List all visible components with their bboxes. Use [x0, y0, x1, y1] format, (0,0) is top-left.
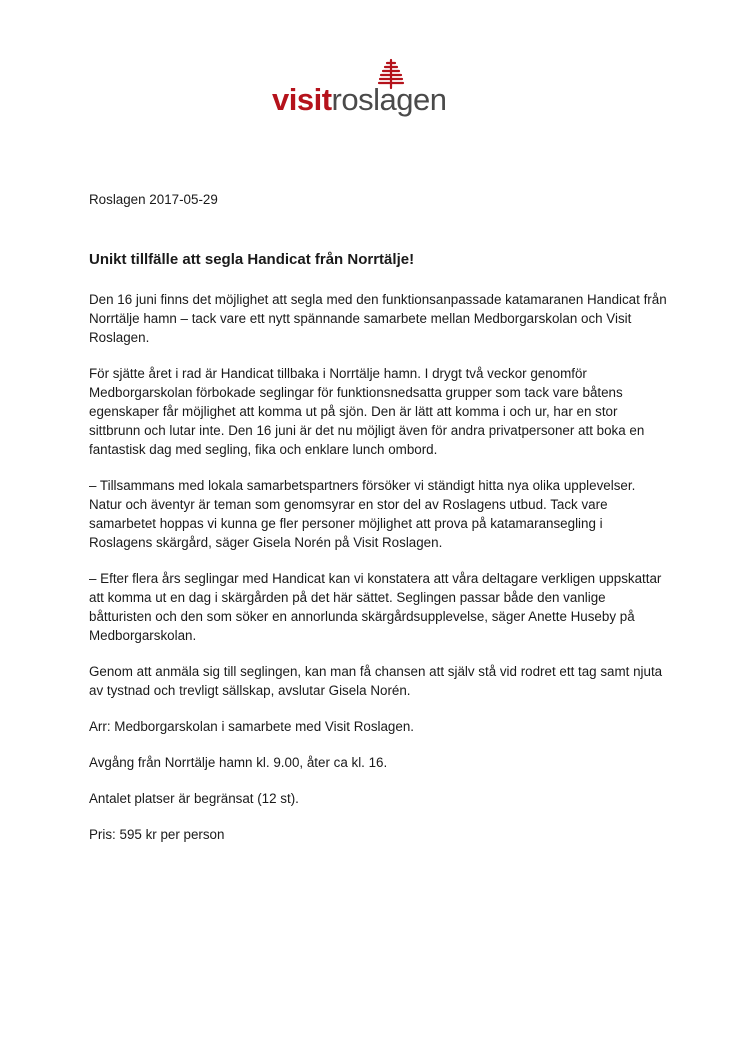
paragraph-price: Pris: 595 kr per person [89, 827, 225, 842]
visit-roslagen-logo [272, 58, 482, 128]
paragraph-quote-medborgarskolan: – Efter flera års seglingar med Handicat kan vi konstatera att våra deltagare verkligen uppskattar att komma ut en dag i skärgården på det här sättet. Seglingen passar både den vanlige båtturisten och den som söker en annorlunda skärgårdsupplevelse, säger Anette Huseby på Medborgarskolan. [89, 571, 662, 643]
logo-visit-text: visit [272, 82, 332, 117]
paragraph-departure: Avgång från Norrtälje hamn kl. 9.00, åter ca kl. 16. [89, 755, 388, 770]
paragraph-organizer: Arr: Medborgarskolan i samarbete med Visit Roslagen. [89, 719, 414, 734]
paragraph-intro: Den 16 juni finns det möjlighet att segla med den funktionsanpassade katamaranen Handicat från Norrtälje hamn – tack vare ett nytt spännande samarbete mellan Medborgarskolan och Visit Roslagen. [89, 292, 667, 345]
paragraph-seats: Antalet platser är begränsat (12 st). [89, 791, 299, 806]
dateline: Roslagen 2017-05-29 [89, 192, 218, 207]
paragraph-quote-visit-roslagen: – Tillsammans med lokala samarbetspartners försöker vi ständigt hitta nya olika upplevelser. Natur och äventyr är teman som genomsyrar en stor del av Roslagens utbud. Tack vare samarbetet hoppas vi kunna ge fler personer möjlighet att prova på katamaransegling i Roslagens skärgård, säger Gisela Norén på Visit Roslagen. [89, 478, 636, 550]
paragraph-background: För sjätte året i rad är Handicat tillbaka i Norrtälje hamn. I drygt två veckor genomför Medborgarskolan förbokade seglingar för funktionsnedsatta grupper som tack vare båtens egenskaper får möjlighet att komma ut på sjön. Den är lätt att komma i och ur, har en stor sittbrunn och lutar inte. Den 16 juni är det nu möjligt även för andra privatpersoner att boka en fantastisk dag med segling, fika och enklare lunch ombord. [89, 366, 645, 457]
logo-roslagen-text: roslagen [331, 82, 447, 117]
press-release-body [89, 190, 669, 844]
headline: Unikt tillfälle att segla Handicat från Norrtälje! [89, 251, 415, 268]
logo-wordmark [272, 80, 446, 120]
paragraph-closing: Genom att anmäla sig till seglingen, kan man få chansen att själv stå vid rodret ett tag samt njuta av tystnad och trevligt sällskap, avslutar Gisela Norén. [89, 664, 663, 698]
